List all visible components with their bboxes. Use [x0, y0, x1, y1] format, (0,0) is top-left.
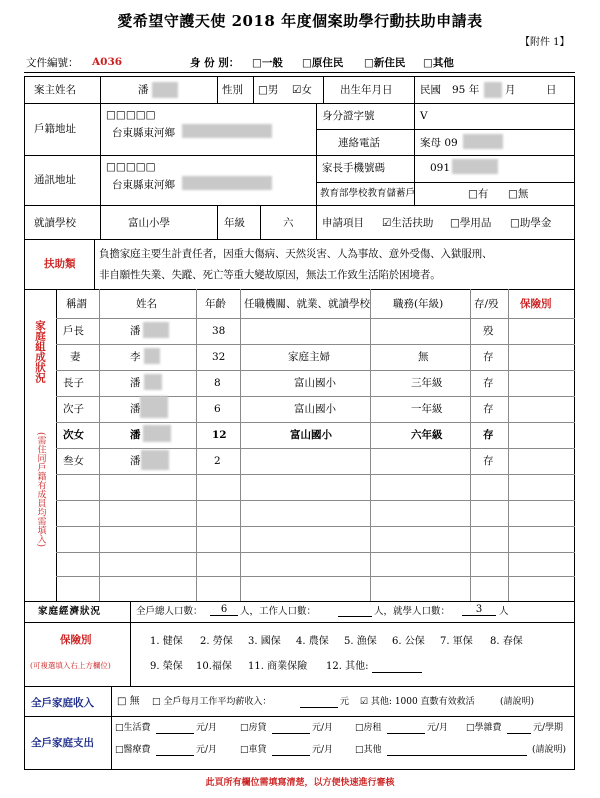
- family-row-6-relation: 叁女: [63, 455, 84, 467]
- family-row-1-alive: 殁: [483, 325, 494, 337]
- rule: [56, 318, 575, 319]
- family-row-2-name: 李: [130, 351, 141, 363]
- income-none-checkbox[interactable]: □ 無: [117, 696, 140, 707]
- rule: [260, 205, 261, 239]
- rule: [130, 622, 131, 686]
- redacted-block: [144, 374, 162, 390]
- identity-option-general[interactable]: □一般: [252, 57, 283, 69]
- assist-text-line1: 負擔家庭主要生計責任者，因重大傷病、天然災害、人為事故、意外受傷、入獄服刑、: [99, 248, 493, 260]
- rule: [24, 716, 575, 717]
- expense-rent-checkbox[interactable]: □房租: [355, 723, 382, 733]
- family-row-2-age: 32: [212, 351, 226, 363]
- economy-label: 家庭經濟狀況: [38, 606, 102, 617]
- insurance-option-10[interactable]: 10.福保: [196, 661, 232, 672]
- family-row-5-name: 潘: [130, 429, 141, 441]
- rule: [100, 76, 101, 103]
- divider: [24, 72, 575, 73]
- redacted-block: [141, 450, 169, 470]
- family-row-5-age: 12: [212, 429, 227, 441]
- gender-label: 性別: [222, 84, 243, 96]
- rule: [24, 239, 575, 240]
- grade-value: 六: [283, 217, 294, 229]
- form-title: 愛希望守護天使 2018 年度個案助學行動扶助申請表: [117, 12, 483, 30]
- expense-other-checkbox[interactable]: □其他: [355, 745, 382, 755]
- col-header-alive: 存/殁: [474, 298, 499, 310]
- family-row-3-age: 8: [214, 377, 221, 389]
- family-row-2-job: 家庭主婦: [288, 351, 330, 363]
- redacted-block: [143, 425, 171, 442]
- expense-other-blank[interactable]: [387, 746, 527, 756]
- parent-mobile-label: 家長手機號碼: [322, 162, 385, 174]
- rule: [316, 205, 317, 239]
- dob-year: 95 年: [452, 84, 480, 96]
- expense-living-checkbox[interactable]: □生活費: [115, 723, 151, 733]
- appendix-label: 【附件 1】: [520, 37, 570, 48]
- insurance-option-9[interactable]: 9. 榮保: [150, 661, 183, 672]
- family-row-5-job: 富山國小: [290, 429, 332, 441]
- income-monthly-blank[interactable]: [300, 698, 338, 708]
- income-explain: (請說明): [500, 697, 535, 707]
- expense-medical-checkbox[interactable]: □醫療費: [115, 745, 151, 755]
- income-monthly-label[interactable]: □ 全戶每月工作平均薪收入：: [152, 697, 272, 707]
- contact-address-value: 台東縣東河鄉: [112, 179, 175, 191]
- edu-savings-no-checkbox[interactable]: □無: [508, 188, 529, 200]
- contact-postcode-boxes[interactable]: □□□□□: [106, 161, 156, 173]
- expense-carloan-unit: 元/月: [312, 745, 334, 755]
- expense-carloan-blank[interactable]: [272, 746, 310, 756]
- redacted-block: [182, 124, 272, 138]
- rule: [24, 601, 575, 602]
- insurance-option-3[interactable]: 3. 國保: [248, 636, 281, 647]
- family-row-4-title: 一年級: [411, 403, 443, 415]
- family-row-4-relation: 次子: [63, 403, 84, 415]
- insurance-note: (可複選填入右上方欄位): [30, 661, 111, 670]
- rule: [24, 622, 575, 623]
- file-no-label: 文件編號：: [26, 57, 79, 69]
- parent-mobile-value: 091: [430, 162, 451, 174]
- redacted-block: [182, 176, 272, 190]
- gender-female-checkbox[interactable]: ☑女: [292, 84, 312, 96]
- col-header-title: 職務(年級): [393, 298, 444, 310]
- apply-scholarship-checkbox[interactable]: □助學金: [510, 217, 552, 229]
- phone-value: 案母 09: [420, 137, 458, 149]
- rule: [56, 289, 57, 601]
- rule: [323, 76, 324, 103]
- insurance-option-1[interactable]: 1. 健保: [150, 636, 183, 647]
- rule: [56, 422, 575, 423]
- rule: [56, 474, 575, 475]
- family-row-3-title: 三年級: [411, 377, 443, 389]
- insurance-option-11[interactable]: 11. 商業保險: [248, 661, 308, 672]
- family-row-4-alive: 存: [483, 403, 494, 415]
- economy-students-value[interactable]: 3: [462, 605, 496, 616]
- identity-option-aboriginal[interactable]: □原住民: [302, 57, 344, 69]
- economy-total-label: 全戶總人口數：: [136, 606, 203, 617]
- family-row-4-age: 6: [214, 403, 221, 415]
- expense-explain: (請說明): [532, 745, 567, 755]
- redacted-block: [452, 159, 498, 174]
- rule: [56, 396, 575, 397]
- rule: [217, 76, 218, 103]
- rule: [56, 370, 575, 371]
- rule: [100, 103, 101, 205]
- family-row-3-relation: 長子: [63, 377, 84, 389]
- expense-medical-blank[interactable]: [156, 746, 194, 756]
- insurance-option-7[interactable]: 7. 軍保: [440, 636, 473, 647]
- rule: [24, 155, 575, 156]
- grade-label: 年級: [224, 217, 245, 229]
- col-header-insurance: 保險別: [520, 298, 552, 310]
- expense-tuition-checkbox[interactable]: □學雜費: [466, 723, 502, 733]
- rule: [370, 289, 371, 601]
- rule: [130, 601, 131, 622]
- contact-address-label: 通訊地址: [34, 174, 76, 186]
- rule: [217, 205, 218, 239]
- identity-option-other[interactable]: □其他: [423, 57, 454, 69]
- gender-male-checkbox[interactable]: □男: [258, 84, 279, 96]
- rule: [196, 289, 197, 601]
- rule: [240, 289, 241, 601]
- family-row-1-relation: 戶長: [63, 325, 84, 337]
- file-no-value: A036: [92, 56, 123, 68]
- family-row-3-job: 富山國小: [294, 377, 336, 389]
- rule: [111, 686, 112, 770]
- expense-label: 全戶家庭支出: [31, 737, 94, 749]
- rule: [24, 686, 575, 687]
- redacted-block: [140, 396, 168, 418]
- phone-label: 連絡電話: [338, 137, 380, 149]
- redacted-block: [144, 348, 160, 364]
- expense-mortgage-unit: 元/月: [312, 723, 334, 733]
- apply-supplies-checkbox[interactable]: □學用品: [450, 217, 492, 229]
- identity-label: 身 份 別：: [190, 57, 240, 69]
- family-row-1-name: 潘: [130, 325, 141, 337]
- insurance-option-12[interactable]: 12. 其他:: [326, 661, 369, 672]
- identity-option-new-resident[interactable]: □新住民: [364, 57, 406, 69]
- redacted-block: [484, 82, 502, 98]
- applicant-name-label: 案主姓名: [34, 84, 76, 96]
- family-row-5-relation: 次女: [63, 429, 84, 441]
- income-label: 全戶家庭收入: [31, 697, 94, 709]
- id-number-value: V: [420, 110, 428, 122]
- expense-tuition-unit: 元/學期: [533, 723, 564, 733]
- insurance-option-2[interactable]: 2. 勞保: [200, 636, 233, 647]
- expense-rent-blank[interactable]: [387, 724, 425, 734]
- rule: [316, 129, 575, 130]
- edu-savings-yes-checkbox[interactable]: □有: [468, 188, 489, 200]
- insurance-label: 保險別: [60, 634, 92, 646]
- family-row-5-title: 六年級: [411, 429, 443, 441]
- family-row-3-name: 潘: [130, 377, 141, 389]
- economy-workers-label: 人，工作人口數：: [240, 606, 317, 617]
- economy-workers-value[interactable]: [338, 605, 372, 617]
- rule: [24, 289, 575, 290]
- expense-carloan-checkbox[interactable]: □車貸: [240, 745, 267, 755]
- dob-label: 出生年月日: [340, 84, 393, 96]
- expense-rent-unit: 元/月: [427, 723, 449, 733]
- family-side-label: 家庭組成狀況: [34, 320, 47, 383]
- apply-items-label: 申請項目: [322, 217, 364, 229]
- insurance-option-8[interactable]: 8. 春保: [490, 636, 523, 647]
- insurance-option-6[interactable]: 6. 公保: [392, 636, 425, 647]
- redacted-block: [463, 134, 503, 149]
- rule: [56, 448, 575, 449]
- insurance-other-blank[interactable]: [372, 662, 422, 673]
- dob-day: 日: [546, 84, 557, 96]
- redacted-block: [152, 82, 178, 98]
- household-address-label: 戶籍地址: [34, 123, 76, 135]
- col-header-job: 任職機關、就業、就讀學校: [244, 298, 370, 310]
- id-number-label: 身分證字號: [322, 110, 375, 122]
- rule: [24, 103, 575, 104]
- insurance-option-5[interactable]: 5. 漁保: [344, 636, 377, 647]
- family-row-6-alive: 存: [483, 455, 494, 467]
- economy-total-value[interactable]: 6: [210, 605, 238, 616]
- family-row-5-alive: 存: [483, 429, 494, 441]
- expense-mortgage-blank[interactable]: [272, 724, 310, 734]
- family-row-6-name: 潘: [130, 455, 141, 467]
- rule: [253, 76, 254, 103]
- rule: [56, 500, 575, 501]
- rule: [100, 205, 101, 239]
- family-row-2-alive: 存: [483, 351, 494, 363]
- footer-note: 此頁所有欄位需填寫清楚，以方便快速進行審核: [205, 778, 395, 788]
- household-address-value: 台東縣東河鄉: [112, 127, 175, 139]
- school-value: 富山小學: [128, 217, 170, 229]
- dob-era: 民國: [420, 84, 441, 96]
- rule: [508, 289, 509, 601]
- expense-mortgage-checkbox[interactable]: □房貸: [240, 723, 267, 733]
- family-row-2-relation: 妻: [70, 351, 81, 363]
- edu-savings-label: 教育部學校教育儲蓄戶: [320, 188, 416, 199]
- applicant-name-value: 潘: [138, 84, 149, 96]
- school-label: 就讀學校: [34, 217, 76, 229]
- family-row-4-name: 潘: [130, 403, 141, 415]
- expense-living-blank[interactable]: [156, 724, 194, 734]
- rule: [56, 576, 575, 577]
- economy-unit: 人: [499, 606, 509, 617]
- rule: [56, 344, 575, 345]
- rule: [316, 103, 317, 205]
- col-header-relation: 稱謂: [66, 298, 87, 310]
- rule: [56, 552, 575, 553]
- rule: [94, 239, 95, 289]
- rule: [414, 76, 415, 103]
- apply-living-aid-checkbox[interactable]: ☑生活扶助: [382, 217, 434, 229]
- col-header-age: 年齡: [205, 298, 226, 310]
- family-side-note: (需住同戶籍有成員均需填入): [35, 432, 46, 548]
- dob-month: 月: [505, 84, 516, 96]
- economy-students-label: 人，就學人口數：: [374, 606, 451, 617]
- rule: [24, 205, 575, 206]
- assist-text-line2: 非自願性失業、失蹤、死亡等重大變故原因，無法工作致生活陷於困境者。: [99, 269, 441, 281]
- family-row-4-job: 富山國小: [294, 403, 336, 415]
- redacted-block: [143, 322, 169, 338]
- assist-category-label: 扶助類: [44, 258, 76, 270]
- rule: [470, 289, 471, 601]
- insurance-option-4[interactable]: 4. 農保: [296, 636, 329, 647]
- family-row-6-age: 2: [214, 455, 221, 467]
- income-other-checkbox[interactable]: ☑ 其他: 1000 直數有效救活: [360, 697, 475, 707]
- expense-medical-unit: 元/月: [196, 745, 218, 755]
- family-row-2-title: 無: [418, 351, 429, 363]
- family-row-1-age: 38: [212, 325, 226, 337]
- expense-living-unit: 元/月: [196, 723, 218, 733]
- household-postcode-boxes[interactable]: □□□□□: [106, 109, 156, 121]
- rule: [99, 289, 100, 601]
- expense-tuition-blank[interactable]: [507, 724, 531, 734]
- col-header-name: 姓名: [136, 298, 157, 310]
- family-row-3-alive: 存: [483, 377, 494, 389]
- rule: [316, 182, 575, 183]
- income-unit: 元: [340, 697, 350, 707]
- rule: [56, 526, 575, 527]
